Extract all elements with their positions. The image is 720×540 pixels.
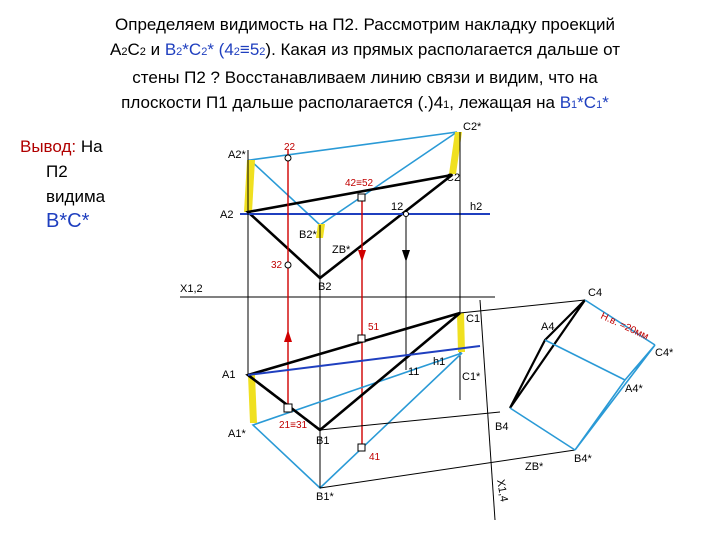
label-c4: C4	[588, 287, 603, 299]
yellow-band-c1	[457, 313, 465, 352]
label-b1star: B1*	[316, 491, 334, 503]
h-a2-sub: 2	[121, 46, 128, 58]
arrow-down-red	[358, 250, 366, 262]
point-1-2	[404, 212, 409, 217]
label-4-1: 41	[369, 452, 381, 463]
h-a2: A	[110, 40, 122, 59]
conclusion-answer: B*C*	[46, 210, 90, 232]
label-b2: B2	[318, 281, 332, 293]
h-5-sub: 2	[259, 46, 266, 58]
h-c2star-sub: 2	[201, 46, 208, 58]
point-4-1	[358, 444, 365, 451]
label-5-1: 51	[368, 322, 380, 333]
h-star: *	[602, 93, 609, 112]
h-4-sub: 2	[233, 46, 240, 58]
label-zb-star: ZB*	[332, 244, 351, 256]
label-a4: A4	[541, 321, 555, 333]
h-and: и	[145, 40, 165, 59]
h-paren-4: * (4	[207, 40, 234, 59]
label-c2: C2	[446, 172, 461, 184]
a4-a4star	[545, 340, 625, 380]
projection-p2	[180, 121, 495, 450]
label-x12: X1,2	[180, 283, 203, 295]
label-a2: A2	[220, 209, 234, 221]
h-b1-sub: 1	[571, 99, 578, 111]
label-a1star: A1*	[228, 428, 246, 440]
link-b-to-b4	[320, 412, 500, 430]
projection-p1	[222, 313, 481, 503]
h-c2-sub: 2	[139, 46, 146, 58]
header-line-1: Определяем видимость на П2. Рассмотрим накладку проекций	[115, 15, 615, 34]
label-b1: B1	[316, 435, 330, 447]
yellow-band-a2	[244, 160, 255, 212]
label-b2star: B2*	[299, 229, 317, 241]
conclusion-word-1: На	[80, 137, 103, 156]
axis-x14	[480, 300, 495, 520]
label-c1star: C1*	[462, 371, 481, 383]
label-h2: h2	[470, 201, 483, 213]
h-point41: плоскости П1 дальше располагается (.)4	[121, 93, 444, 112]
label-h1: h1	[433, 356, 446, 368]
label-zb-star-2: ZB*	[525, 461, 544, 473]
h-c1-sub: 1	[596, 99, 603, 111]
label-2-3-1: 21≡31	[279, 420, 308, 431]
b4-b4star	[510, 408, 575, 450]
label-1-1: 11	[408, 366, 420, 378]
point-2-2	[285, 155, 291, 161]
point-3-2	[285, 262, 291, 268]
label-c1: C1	[466, 313, 481, 325]
header-line-3: стены П2 ? Восстанавливаем линию связи и видим, что на	[132, 68, 598, 87]
label-4-5-2: 42≡52	[345, 178, 374, 189]
arrow-up-red	[284, 330, 292, 342]
label-1-2: 12	[391, 201, 404, 213]
label-a4star: A4*	[625, 383, 643, 395]
arrow-down-black	[402, 250, 410, 262]
conclusion-word-2: П2	[46, 162, 68, 181]
h-b2: B	[164, 40, 177, 59]
point-5-1	[358, 335, 365, 342]
label-a2star: A2*	[228, 149, 246, 161]
h-c1: *C	[577, 93, 597, 112]
h-eq-5: ≡5	[239, 40, 260, 59]
link-c-to-c4	[460, 300, 585, 313]
label-a1: A1	[222, 369, 236, 381]
label-x14: X1,4	[494, 478, 510, 503]
label-2-2: 22	[284, 142, 296, 153]
h-question: ). Какая из прямых располагается дальше от	[265, 40, 620, 59]
label-c2star: C2*	[463, 121, 482, 133]
conclusion-label: Вывод:	[20, 137, 77, 156]
h-c2star: *C	[182, 40, 202, 59]
label-b4: B4	[495, 421, 509, 433]
h-41-sub: 1	[443, 99, 450, 111]
h-b2-sub: 2	[176, 46, 183, 58]
conclusion-word-3: видима	[46, 187, 106, 206]
label-3-2: 32	[271, 260, 283, 271]
point-4-5-2	[358, 194, 365, 201]
label-true-size: Н.в. =20мм	[598, 310, 651, 343]
point-2-3-1	[284, 404, 292, 412]
label-c4star: C4*	[655, 347, 674, 359]
h-lying-on: , лежащая на	[449, 93, 560, 112]
h-b1: B	[559, 93, 572, 112]
label-b4star: B4*	[574, 453, 592, 465]
h-c2: C	[127, 40, 140, 59]
